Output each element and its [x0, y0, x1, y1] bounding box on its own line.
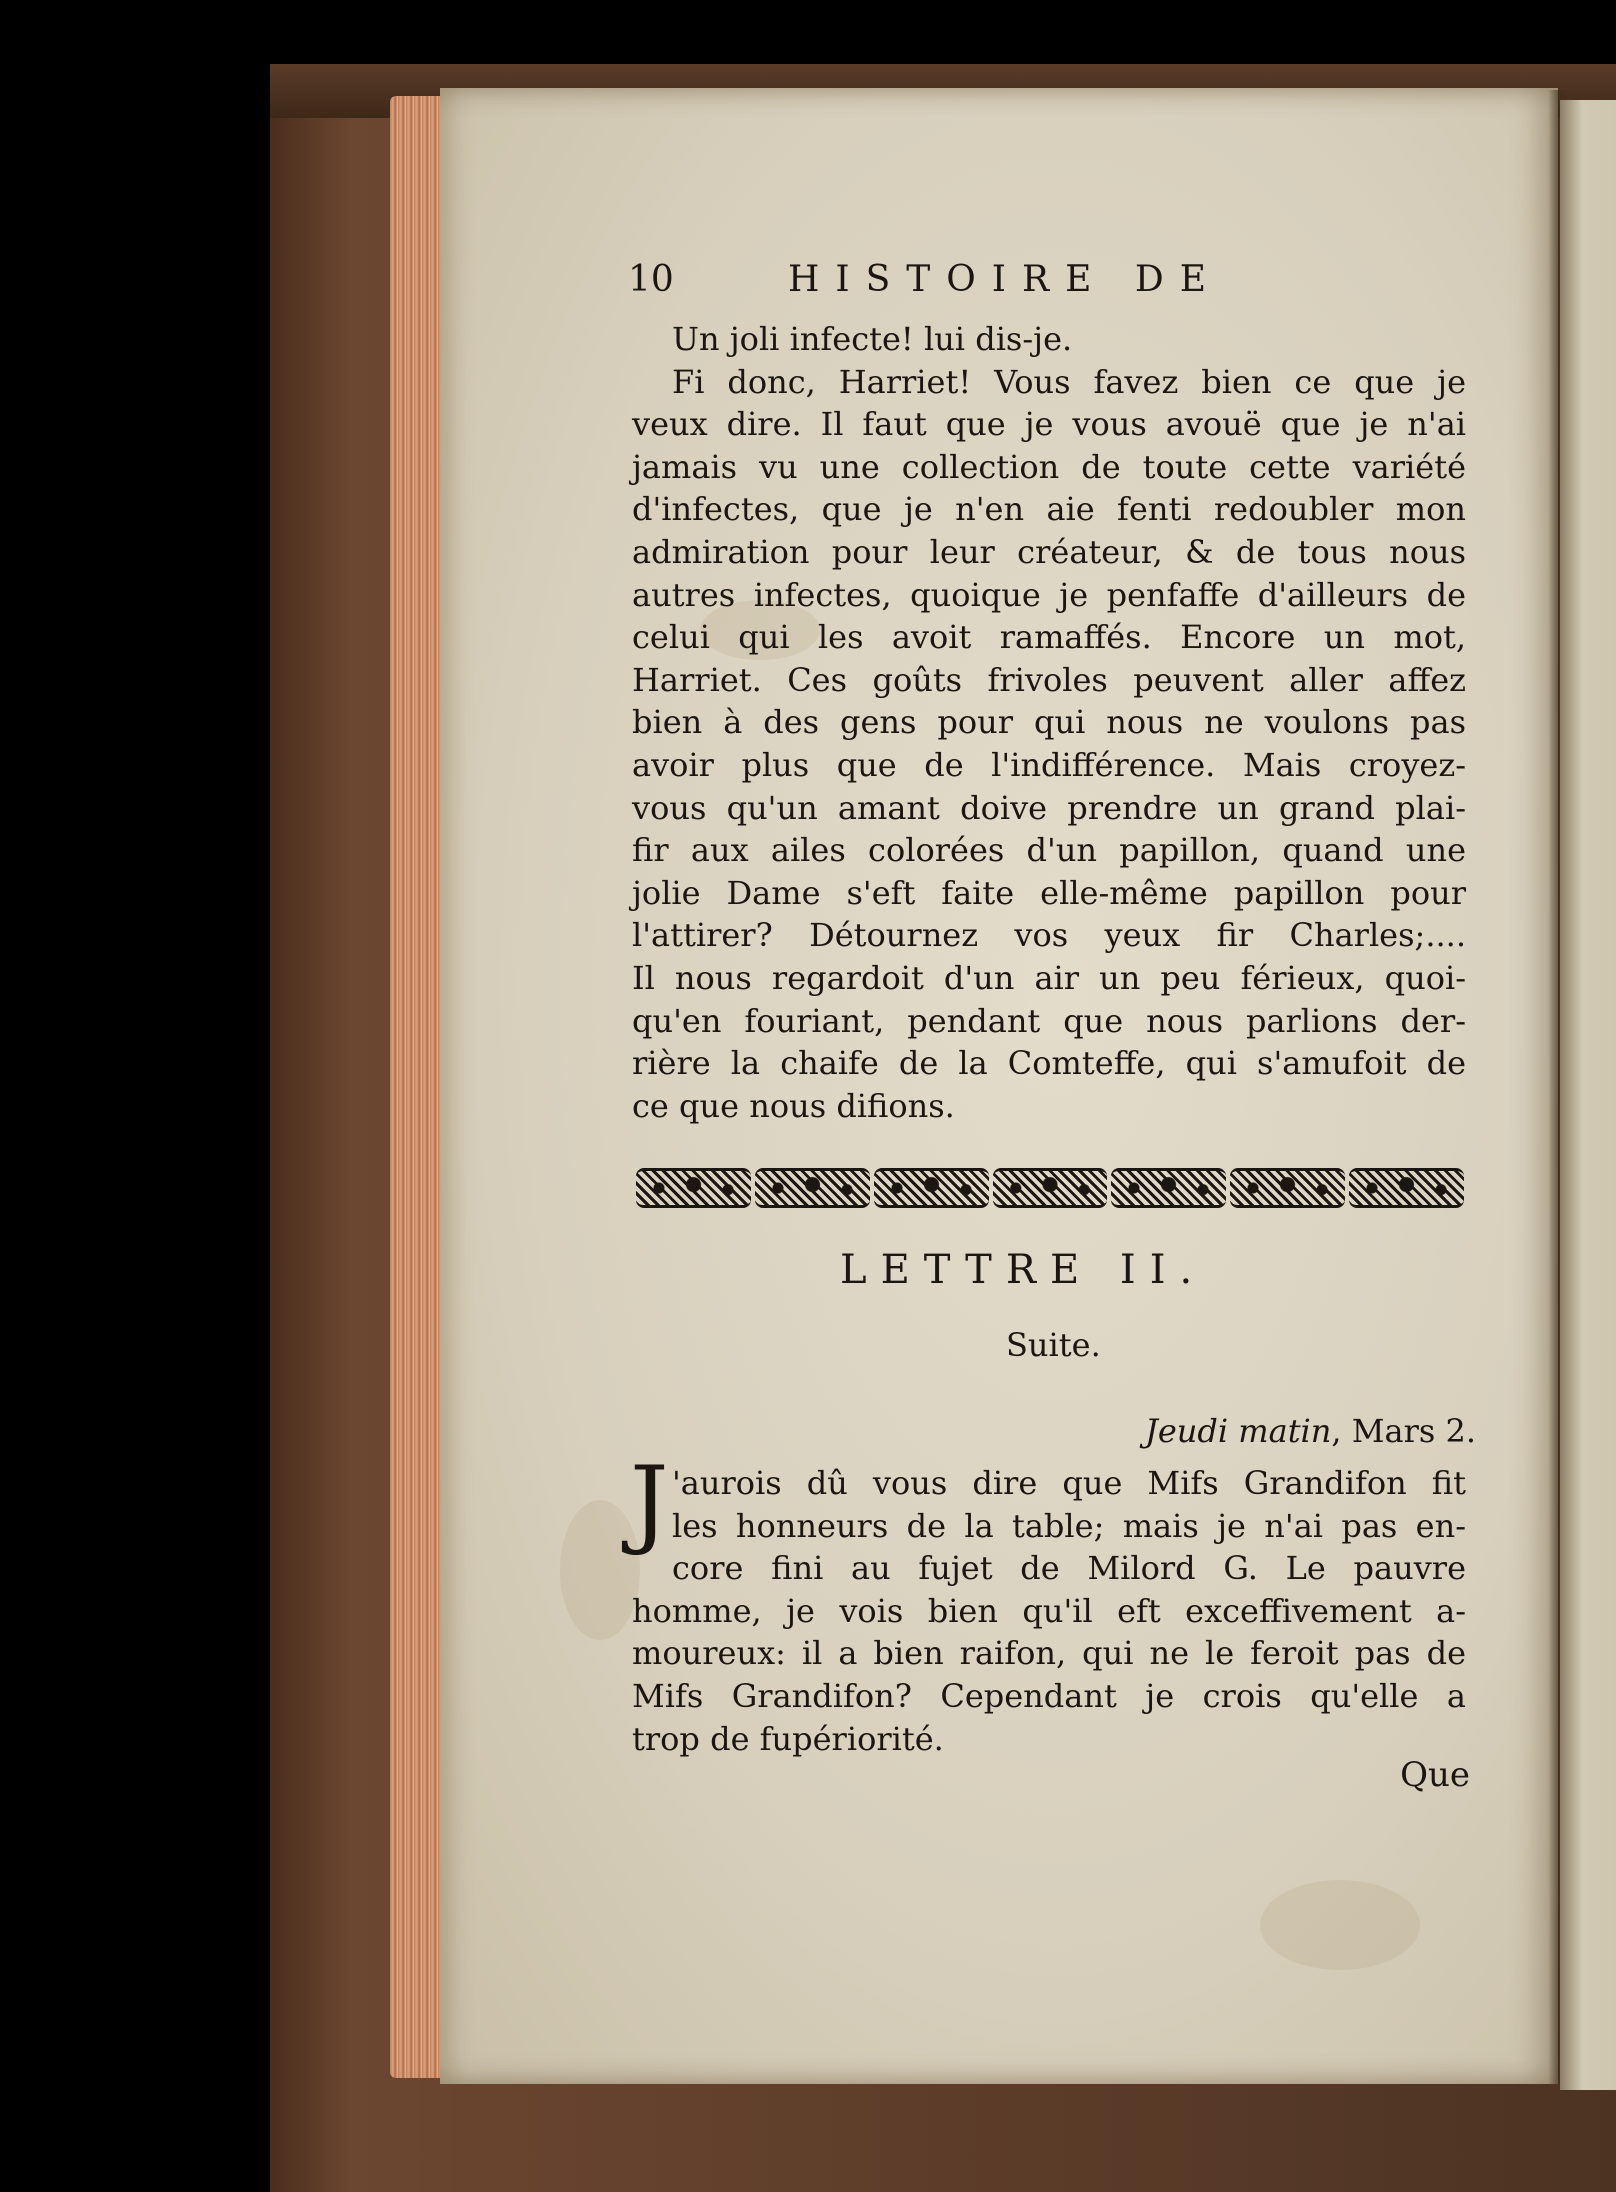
ornament-segment — [874, 1168, 989, 1208]
dateline-day: Jeudi matin — [1145, 1412, 1332, 1450]
text-line: ce que nous difions. — [632, 1086, 955, 1125]
text-line: homme, je vois bien qu'il eft exceffivement a- — [632, 1591, 1466, 1630]
dateline-rest: , Mars 2. — [1331, 1412, 1476, 1450]
ornament-segment — [755, 1168, 870, 1208]
running-header — [628, 255, 1388, 305]
text-line: admiration pour leur créateur, & de tous nous — [632, 533, 1466, 571]
facing-page — [1560, 100, 1616, 2090]
text-line: l'attirer? Détournez vos yeux fir Charles;.... — [632, 916, 1466, 955]
text-line: veux dire. Il faut que je vous avouë que je n'ai — [632, 405, 1466, 444]
ornamental-divider — [634, 1168, 1466, 1208]
ornament-segment — [636, 1168, 751, 1208]
text-line: rière la chaife de la Comteffe, qui s'amufoit de — [632, 1044, 1466, 1083]
text-line: vous qu'un amant doive prendre un grand plai- — [632, 788, 1466, 827]
text-line: 'aurois dû vous dire que Mifs Grandifon fit — [672, 1464, 1466, 1502]
text-line: Harriet. Ces goûts frivoles peuvent aller affez — [632, 660, 1466, 699]
text-line: autres infectes, quoique je penfaffe d'ailleurs de — [632, 575, 1466, 614]
text-line: jolie Dame s'eft faite elle-même papillon pour — [632, 873, 1466, 912]
ornament-segment — [1111, 1168, 1226, 1208]
text-line: jamais vu une collection de toute cette variété — [632, 447, 1466, 486]
ornament-segment — [1349, 1168, 1464, 1208]
page-number: 10 — [628, 259, 674, 300]
letter-subheading: Suite. — [1006, 1326, 1101, 1364]
running-head: HISTOIRE DE — [788, 259, 1222, 300]
text-line: qu'en fouriant, pendant que nous parlions der- — [632, 1001, 1466, 1040]
foxing-spot — [1260, 1880, 1420, 1970]
text-line: Fi donc, Harriet! Vous favez bien ce que je — [672, 362, 1466, 401]
drop-cap: J — [630, 1446, 669, 1558]
letter-heading: LETTRE II. — [840, 1247, 1207, 1293]
text-line: Il nous regardoit d'un air un peu férieux, quoi- — [632, 959, 1466, 997]
text-line: avoir plus que de l'indifférence. Mais croyez- — [632, 746, 1466, 784]
text-line: celui qui les avoit ramaffés. Encore un mot, — [632, 618, 1466, 657]
ornament-segment — [993, 1168, 1108, 1208]
ornament-segment — [1230, 1168, 1345, 1208]
text-line: fir aux ailes colorées d'un papillon, quand une — [632, 831, 1466, 870]
text-line: les honneurs de la table; mais je n'ai pas en- — [672, 1506, 1466, 1545]
text-line: bien à des gens pour qui nous ne voulons pas — [632, 703, 1466, 742]
text-line: core fini au fujet de Milord G. Le pauvre — [672, 1549, 1466, 1588]
dateline — [1096, 1408, 1476, 1454]
text-line: Mifs Grandifon? Cependant je crois qu'elle a — [632, 1677, 1466, 1715]
text-line: trop de fupériorité. — [632, 1719, 944, 1758]
catchword: Que — [1400, 1755, 1470, 1795]
foxing-spot — [560, 1500, 640, 1640]
text-line: d'infectes, que je n'en aie fenti redoubler mon — [632, 490, 1466, 529]
text-line: Un joli infecte! lui dis-je. — [672, 320, 1073, 358]
text-line: moureux: il a bien raifon, qui ne le feroit pas de — [632, 1634, 1466, 1673]
